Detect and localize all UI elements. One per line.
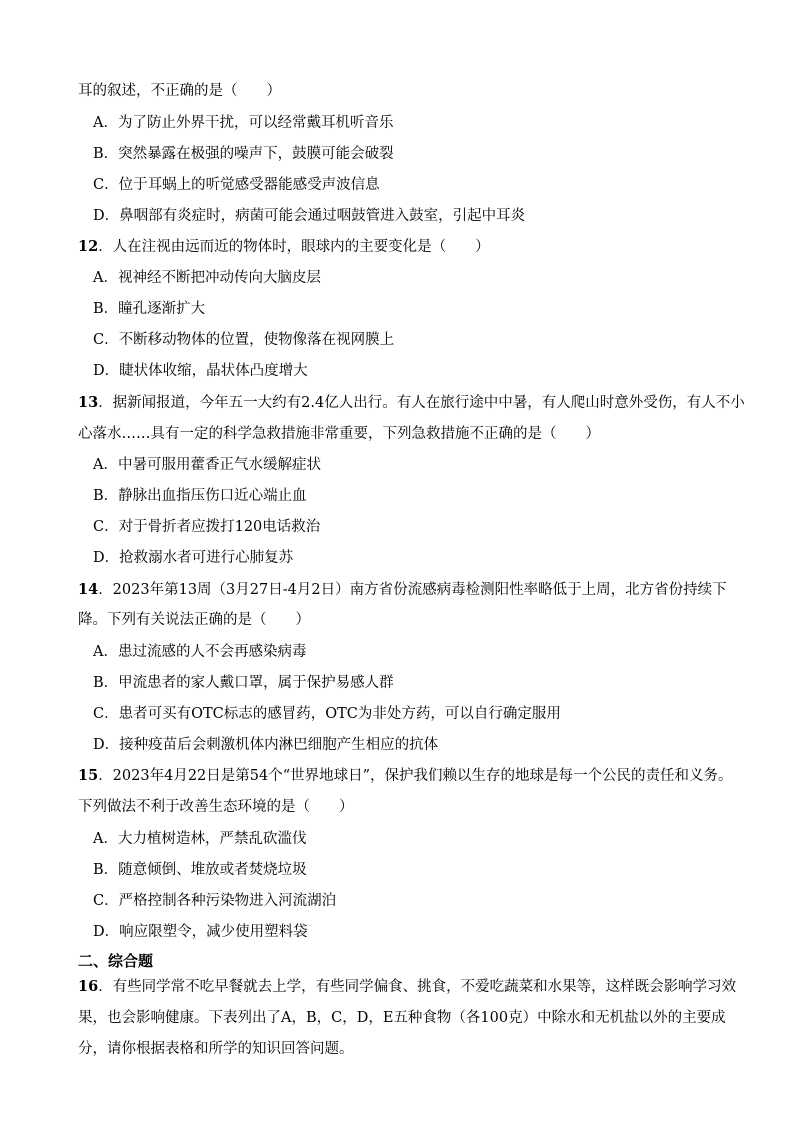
q14-option-c: C．患者可买有OTC标志的感冒药，OTC为非处方药，可以自行确定服用: [93, 706, 561, 722]
q13-stem-line2: 心落水……具有一定的科学急救措施非常重要，下列急救措施不正确的是（ ）: [78, 426, 600, 442]
q12-option-b: B．瞳孔逐渐扩大: [93, 301, 206, 317]
q16-stem-line2: 果，也会影响健康。下表列出了A，B，C，D，E五种食物（各100克）中除水和无机盐以外的主要成: [78, 1010, 726, 1026]
q11-option-d: D．鼻咽部有炎症时，病菌可能会通过咽鼓管进入鼓室，引起中耳炎: [93, 208, 526, 224]
q16-stem-line3: 分，请你根据表格和所学的知识回答问题。: [78, 1041, 354, 1057]
q13-option-d: D．抢救溺水者可进行心肺复苏: [93, 550, 294, 566]
q14-stem-text-1: ．2023年第13周（3月27日-4月2日）南方省份流感病毒检测阳性率略低于上周，北方省份持续下: [98, 582, 727, 598]
q15-stem-text-1: ．2023年4月22日是第54个“世界地球日”，保护我们赖以生存的地球是每一个公民的责任和义务。: [98, 768, 733, 784]
q16-stem-text-1: ．有些同学常不吃早餐就去上学，有些同学偏食、挑食，不爱吃蔬菜和水果等，这样既会影响学习效: [98, 979, 737, 995]
q16-stem-line1: [78, 977, 736, 997]
q14-stem-line1: [78, 580, 727, 600]
q15-option-c: C．严格控制各种污染物进入河流湖泊: [93, 893, 337, 909]
q13-stem-line1: [78, 393, 745, 413]
q13-option-b: B．静脉出血指压伤口近心端止血: [93, 488, 307, 504]
q14-number: 14: [78, 581, 99, 598]
q15-option-b: B．随意倾倒、堆放或者焚烧垃圾: [93, 862, 307, 878]
q13-option-a: A．中暑可服用藿香正气水缓解症状: [93, 457, 321, 473]
q15-stem-line1: [78, 766, 733, 786]
q12-stem: [78, 237, 490, 257]
q11-option-c: C．位于耳蜗上的听觉感受器能感受声波信息: [93, 177, 380, 193]
q13-stem-text-1: ．据新闻报道，今年五一大约有2.4亿人出行。有人在旅行途中中暑，有人爬山时意外受伤，有人不小: [98, 395, 745, 411]
section-heading: 二、综合题: [78, 952, 154, 970]
q13-option-c: C．对于骨折者应拨打120电话救治: [93, 519, 321, 535]
q14-option-b: B．甲流患者的家人戴口罩，属于保护易感人群: [93, 675, 394, 691]
q15-number: 15: [78, 767, 99, 784]
q11-option-b: B．突然暴露在极强的噪声下，鼓膜可能会破裂: [93, 146, 394, 162]
q15-option-d: D．响应限塑令，减少使用塑料袋: [93, 924, 308, 940]
q11-stem: 耳的叙述，不正确的是（ ）: [78, 83, 281, 99]
q12-option-c: C．不断移动物体的位置，使物像落在视网膜上: [93, 332, 395, 348]
q12-number: 12: [78, 238, 99, 255]
q14-option-d: D．接种疫苗后会刺激机体内淋巴细胞产生相应的抗体: [93, 737, 439, 753]
q12-stem-text: ．人在注视由远而近的物体时，眼球内的主要变化是（ ）: [98, 239, 490, 255]
q16-number: 16: [78, 978, 99, 995]
q15-stem-line2: 下列做法不利于改善生态环境的是（ ）: [78, 799, 354, 815]
q12-option-a: A．视神经不断把冲动传向大脑皮层: [93, 270, 321, 286]
q14-stem-line2: 降。下列有关说法正确的是（ ）: [78, 612, 310, 628]
q13-number: 13: [78, 394, 99, 411]
q12-option-d: D．睫状体收缩，晶状体凸度增大: [93, 363, 308, 379]
q11-option-a: A．为了防止外界干扰，可以经常戴耳机听音乐: [93, 115, 394, 131]
q15-option-a: A．大力植树造林，严禁乱砍滥伐: [93, 831, 307, 847]
q14-option-a: A．患过流感的人不会再感染病毒: [93, 644, 307, 660]
